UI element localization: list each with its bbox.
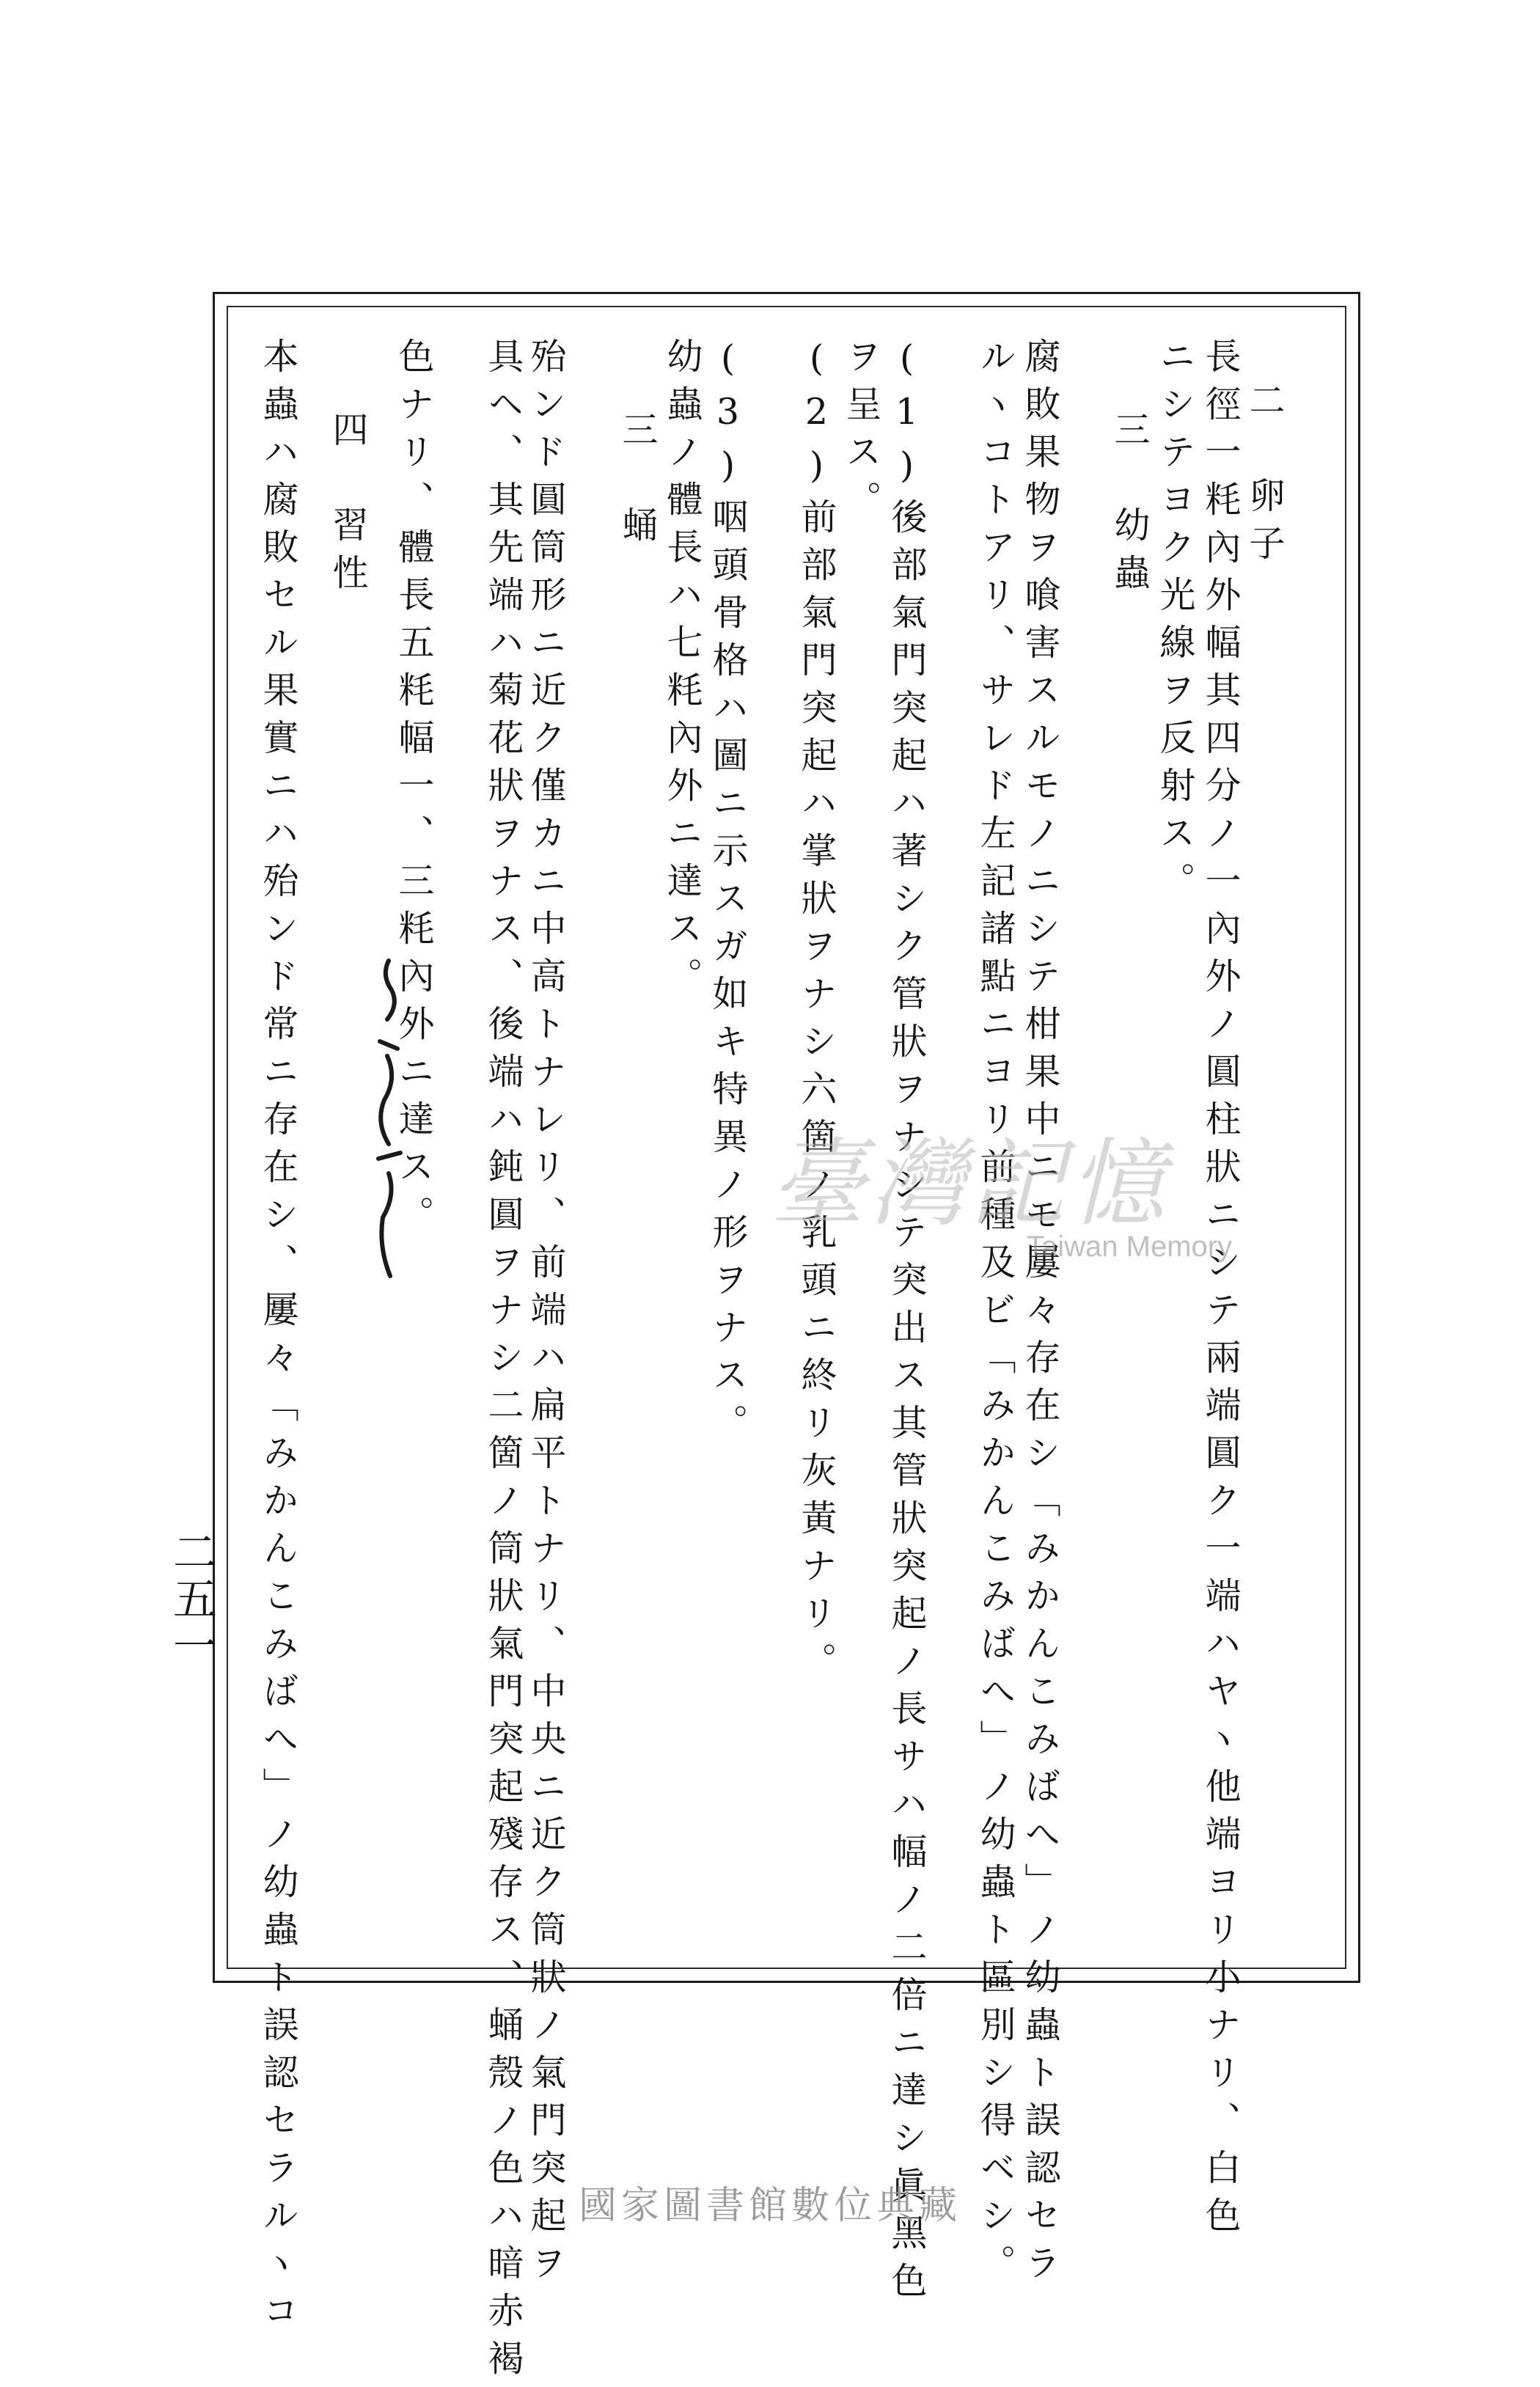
page-number: 二五一 <box>166 1529 217 1670</box>
pupa-line-2: 具ヘ、其先端ハ菊花狀ヲナス、後端ハ鈍圓ヲナシ二箇ノ筒狀氣門突起殘存ス、蛹殼ノ色ハ暗赤褐 <box>483 337 524 2387</box>
handwritten-annotation <box>367 953 411 1291</box>
taiwan-memory-watermark <box>770 1107 1254 1298</box>
watermark-latin-text: Taiwan Memory <box>1027 1231 1233 1263</box>
larva-heading: 三 幼蟲 <box>1109 411 1151 601</box>
habits-line-1: 本蟲ハ腐敗セル果實ニハ殆ンド常ニ存在シ、屢々「みかんこみばへ」ノ幼蟲ト誤認セラルヽコ <box>257 337 299 2339</box>
larva-line-5: (2)前部氣門突起ハ掌狀ヲナシ六箇ノ乳頭ニ終リ灰黃ナリ。 <box>796 337 837 1690</box>
watermark-cjk-text: 臺灣記憶 <box>770 1128 1170 1239</box>
pupa-heading: 三 蛹 <box>617 411 659 554</box>
larva-line-1: 腐敗果物ヲ喰害スルモノニシテ柑果中ニモ屢々存在シ「みかんこみばへ」ノ幼蟲ト誤認セラ <box>1019 337 1061 2292</box>
egg-heading: 二 卵子 <box>1244 381 1286 572</box>
egg-line-2: ニシテヨク光線ヲ反射ス。 <box>1154 337 1196 909</box>
larva-line-6: (3)咽頭骨格ハ圖ニ示スガ如キ特異ノ形ヲナス。 <box>707 337 749 1451</box>
pupa-line-3: 色ナリ、體長五粍幅一、三粍內外ニ達ス。 <box>393 337 435 1243</box>
egg-line-1: 長徑一粍內外幅其四分ノ一內外ノ圓柱狀ニシテ兩端圓ク一端ハヤヽ他端ヨリ小ナリ、白色 <box>1200 337 1242 2244</box>
habits-heading: 四 習性 <box>327 411 369 601</box>
larva-line-4: ヲ呈ス。 <box>840 337 882 528</box>
pupa-line-1: 殆ンド圓筒形ニ近ク僅カニ中高トナレリ、前端ハ扁平トナリ、中央ニ近ク筒狀ノ氣門突起ヲ <box>525 337 567 2292</box>
larva-line-2: ルヽコトアリ、サレド左記諸點ニヨリ前種及ビ「みかんこみばへ」ノ幼蟲ト區別シ得ベシ。 <box>975 337 1016 2292</box>
footer-collection-label: 國家圖書館數位典藏 <box>578 2184 961 2228</box>
larva-line-7: 幼蟲ノ體長ハ七粍內外ニ達ス。 <box>661 337 703 1005</box>
larva-line-3: (1)後部氣門突起ハ著シク管狀ヲナシテ突出ス其管狀突起ノ長サハ幅ノ二倍ニ達シ眞黑色 <box>886 337 928 2309</box>
